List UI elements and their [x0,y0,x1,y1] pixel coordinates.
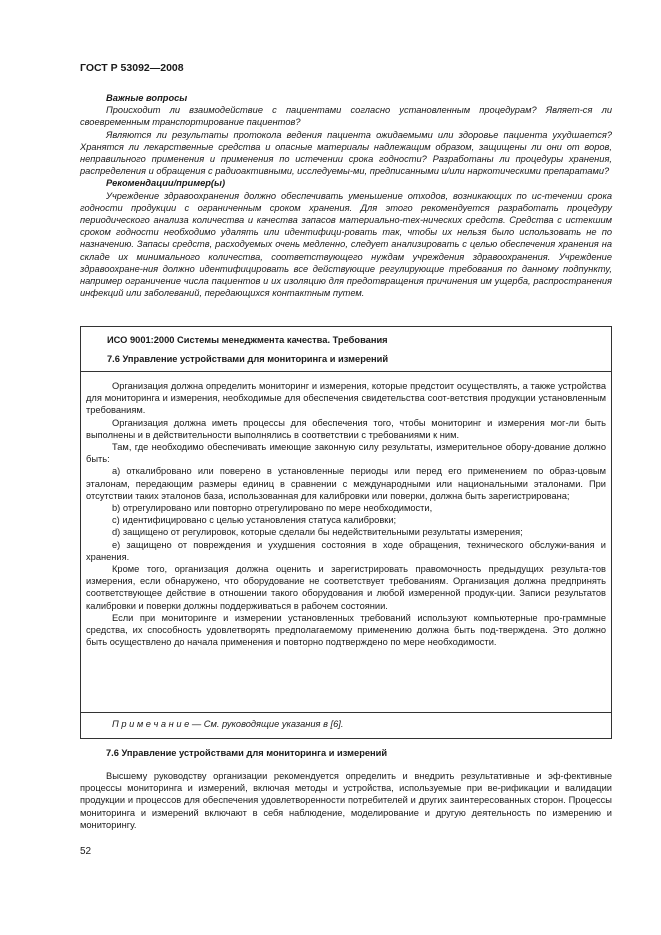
intro-section [80,92,612,299]
box-list-item: b) отрегулировано или повторно отрегулировано по мере необходимости, [112,503,433,514]
recommendations-paragraph: Учреждение здравоохранения должно обеспечивать уменьшение отходов, возникающих по ис-течении срока годности продукции с ограниченным сроком хранения. Для этого рекомендуется разработать процедуру периодического анализа количества и качества запасов материально-тех-нических средств. Средства с истекшим сроком годности необходимо удалять или идентифици-ровать так, чтобы их нельзя было использовать не по назначению. Запасы средств, расходуемых очень медленно, следует анализировать с целью обеспечения хранения на складе их минимального количества, соответствующего нуждам учреждения здравоохранения. Учреждение здравоохране-ния должно идентифицировать все действующие регулирующие требования по данному подпункту, например ограничение числа пациентов и их изоляцию для предотвращения причинения им ущерба, распространения инфекций или заболеваний, передающихся контактным путем. [80,190,612,299]
box-list-item: c) идентифицировано с целью установления статуса калибровки; [112,515,397,526]
section-paragraph: Высшему руководству организации рекомендуется определить и внедрить результативные и эф-фективные процессы мониторинга и измерений, включая методы и устройства, используемые при ве-рификации и валидации продукции и процессов для обеспечения удовлетворенности потребителей и других заинтересованных сторон. Процессы мониторинга и измерений включают в себя наблюдение, моделирование и другую деятельность по измерению и мониторингу. [80,771,612,830]
box-paragraph: Кроме того, организация должна оценить и зарегистрировать правомочность предыдущих результа-тов измерения, если обнаружено, что оборудование не соответствует требованиям. Организация должна предпринять соответствующее действие в отношении такого оборудования и любой измеренной продук-ции. Записи результатов калибровки и поверки должны поддерживаться в рабочем состоянии. [86,564,606,611]
box-list-item: a) откалибровано или поверено в установленные периоды или перед его применением по образ-цовым эталонам, передающим размеры единиц в сравнении с международными или национальными эталонами. При отсутствии таких эталонов база, использованная для калибровки или поверки, должна быть зарегистрирована; [86,466,606,501]
page-number: 52 [80,846,92,857]
key-questions-heading: Важные вопросы [106,93,188,103]
box-list-item: d) защищено от регулировок, которые сделали бы недействительными результаты измерения; [112,527,523,538]
section-body [80,770,612,831]
box-body [86,380,606,648]
box-note-row [81,712,611,740]
box-paragraph: Если при мониторинге и измерении установленных требований используют компьютерные про-граммные средства, их способность удовлетворять предполагаемому применению должна быть под-тверждена. Это должно быть осуществлено до начала применения и повторно подтверждено по мере необходимости. [86,612,606,648]
box-paragraph: Организация должна определить мониторинг и измерения, которые предстоит осуществлять, а также устройства для мониторинга и измерения, необходимые для обеспечения свидетельства соот-ветствия продукции установленным требованиям. [86,381,606,416]
box-header [81,327,611,372]
box-title: ИСО 9001:2000 Системы менеджмента качества. Требования [107,335,388,345]
standard-header: ГОСТ Р 53092—2008 [80,62,184,74]
box-subtitle: 7.6 Управление устройствами для мониторинга и измерений [107,354,389,364]
box-note: П р и м е ч а н и е — См. руководящие указания в [6]. [112,719,344,729]
iso-requirements-box [80,326,612,739]
recommendations-heading: Рекомендации/пример(ы) [106,178,226,189]
key-questions-paragraph: Являются ли результаты протокола ведения пациента ожидаемыми или здоровье пациента ухудшается? Хранятся ли лекарственные средства и опасные материалы надлежащим образом, защищены ли они от воров, неправильного применения и применения по истечении срока годности? Разработаны ли процедуры хранения, распределения и обращения с радиоактивными, исследуемы-ми, предписанными и/или наркотическими препаратами? [80,129,612,177]
key-questions-paragraph: Происходит ли взаимодействие с пациентами согласно установленным процедурам? Являет-ся ли своевременным транспортирование пациентов? [80,105,612,128]
box-list-item: e) защищено от повреждения и ухудшения состояния в ходе обращения, технического обслужи-вания и хранения. [86,539,606,562]
section-title: 7.6 Управление устройствами для мониторинга и измерений [106,748,388,758]
box-paragraph: Организация должна иметь процессы для обеспечения того, чтобы мониторинг и измерения мог-ли быть выполнены и в действительности выполнялись в соответствии с требованиями к ним. [86,417,606,440]
box-paragraph: Там, где необходимо обеспечивать имеющие законную силу результаты, измерительное обору-дование должно быть: [86,442,606,465]
